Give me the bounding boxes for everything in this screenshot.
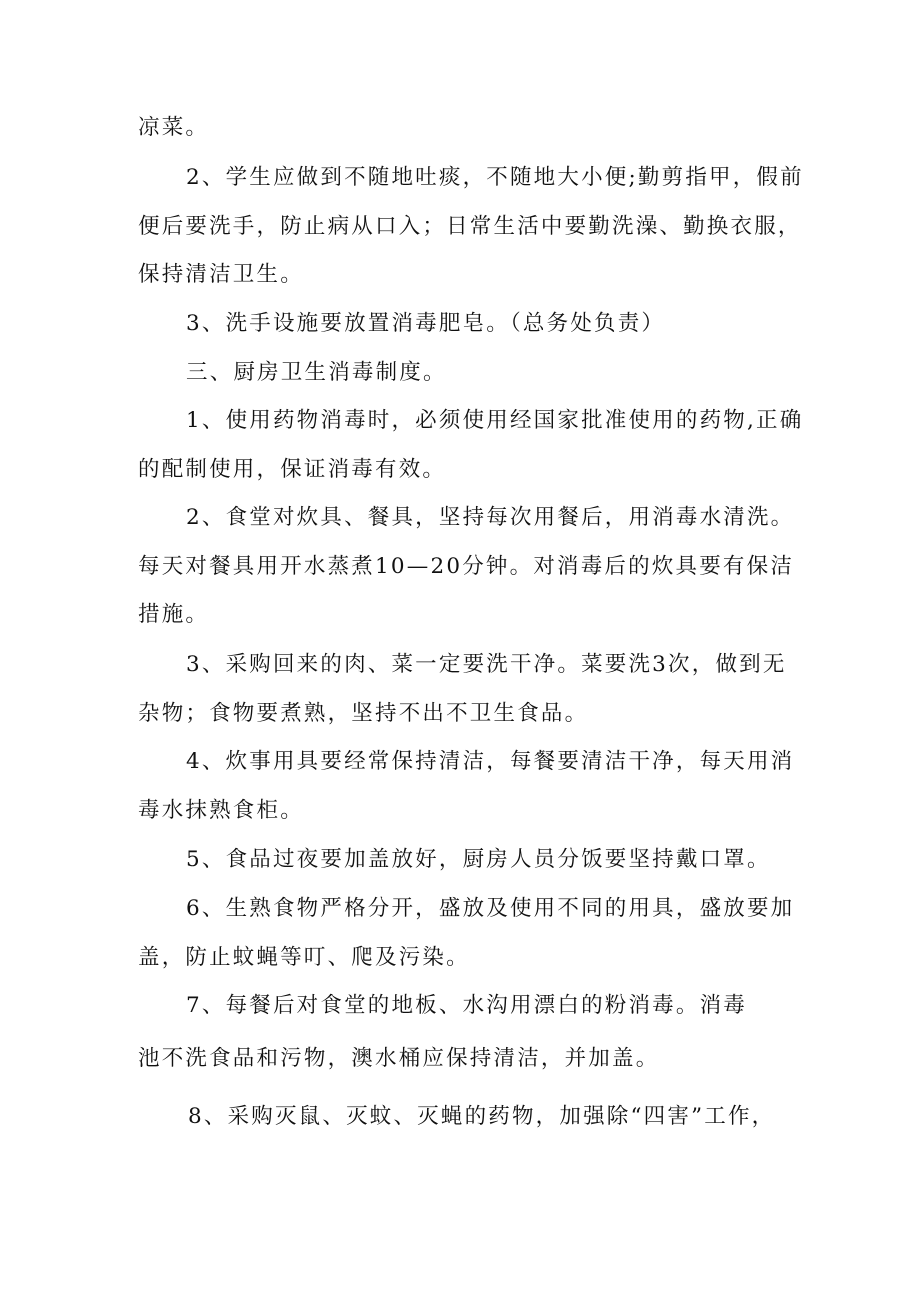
text-line: 3、采购回来的肉、菜一定要洗干净。菜要洗3次，做到无 <box>186 652 787 677</box>
text-line: 4、炊事用具要经常保持清洁，每餐要清洁干净，每天用消 <box>186 749 795 774</box>
text-line: 毒水抹熟食柜。 <box>138 798 304 823</box>
text-line: 8、采购灭鼠、灭蚊、灭蝇的药物，加强除“四害”工作， <box>188 1104 776 1129</box>
text-line: 措施。 <box>138 602 210 627</box>
text-line: 凉菜。 <box>138 115 210 140</box>
text-line: 盖，防止蚊蝇等叮、爬及污染。 <box>138 945 470 970</box>
text-line: 6、生熟食物严格分开，盛放及使用不同的用具，盛放要加 <box>186 896 795 921</box>
text-line: 便后要洗手，防止病从口入；日常生活中要勤洗澡、勤换衣服， <box>138 214 802 239</box>
text-line: 保持清洁卫生。 <box>138 262 304 287</box>
text-line: 1、使用药物消毒时，必须使用经国家批准使用的药物,正确 <box>186 408 804 433</box>
text-line: 3、洗手设施要放置消毒肥皂。（总务处负责） <box>186 311 666 336</box>
text-line: 7、每餐后对食堂的地板、水沟用漂白的粉消毒。消毒 <box>186 993 747 1018</box>
text-line: 每天对餐具用开水蒸煮10—20分钟。对消毒后的炊具要有保洁 <box>138 554 795 579</box>
text-line: 池不洗食品和污物，澳水桶应保持清洁，并加盖。 <box>138 1046 660 1071</box>
text-line: 杂物；食物要煮熟，坚持不出不卫生食品。 <box>138 701 589 726</box>
text-line: 2、学生应做到不随地吐痰，不随地大小便;勤剪指甲，假前 <box>186 165 804 190</box>
text-line: 2、食堂对炊具、餐具，坚持每次用餐后，用消毒水清洗。 <box>186 505 795 530</box>
text-line: 5、食品过夜要加盖放好，厨房人员分饭要坚持戴口罩。 <box>186 847 771 872</box>
section-heading: 三、厨房卫生消毒制度。 <box>186 360 447 385</box>
text-line: 的配制使用，保证消毒有效。 <box>138 457 447 482</box>
